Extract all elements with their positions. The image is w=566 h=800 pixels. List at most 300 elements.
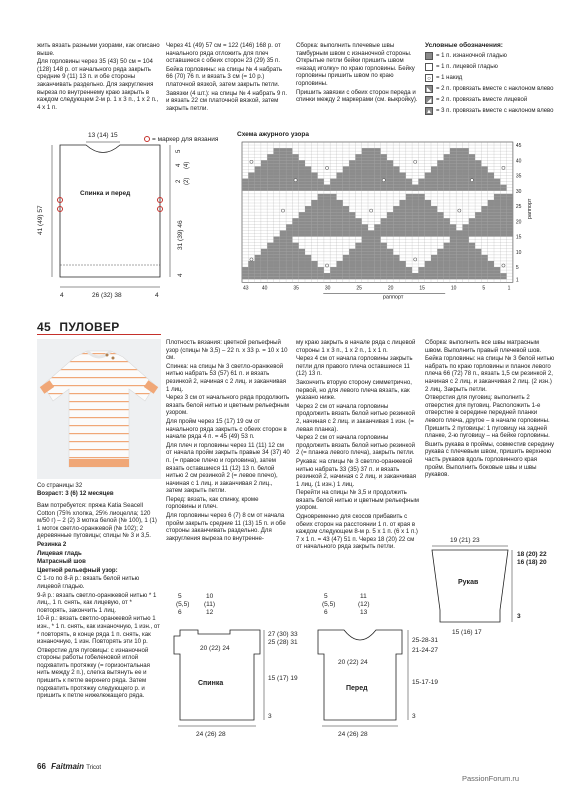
chart-cell — [475, 176, 481, 179]
chart-cell — [437, 264, 443, 267]
svg-text:11: 11 — [360, 593, 367, 600]
chart-cell — [450, 151, 456, 154]
chart-cell — [286, 258, 292, 261]
chart-cell — [488, 270, 494, 273]
chart-cell — [374, 273, 380, 276]
chart-cell — [387, 176, 393, 179]
chart-cell — [330, 221, 336, 224]
chart-cell — [418, 188, 424, 191]
decrease-right-icon: ◢ — [426, 98, 432, 104]
chart-cell — [311, 203, 317, 206]
chart-cell — [381, 276, 387, 279]
chart-cell — [406, 200, 412, 203]
chart-cell — [425, 273, 431, 276]
legend-title: Условные обозначения: — [425, 42, 503, 49]
chart-cell — [381, 221, 387, 224]
svg-text:3: 3 — [268, 713, 272, 720]
chart-cell — [393, 166, 399, 169]
chart-cell — [343, 166, 349, 169]
chart-cell — [349, 215, 355, 218]
svg-text:(11): (11) — [204, 601, 216, 608]
chart-cell — [362, 188, 368, 191]
yarn-over-icon — [325, 166, 328, 169]
chart-cell — [311, 218, 317, 221]
chart-cell — [456, 267, 462, 270]
chart-cell — [242, 188, 248, 191]
chart-cell — [286, 234, 292, 237]
chart-cell — [381, 273, 387, 276]
chart-cell — [494, 188, 500, 191]
chart-cell — [368, 160, 374, 163]
chart-cell — [318, 185, 324, 188]
svg-text:3: 3 — [412, 713, 416, 720]
chart-cell — [374, 169, 380, 172]
chart-cell — [305, 179, 311, 182]
chart-cell — [311, 188, 317, 191]
chart-cell — [400, 176, 406, 179]
chart-cell — [494, 212, 500, 215]
chart-cell — [318, 194, 324, 197]
chart-cell — [463, 240, 469, 243]
chart-cell — [500, 194, 506, 197]
chart-cell — [387, 258, 393, 261]
legend-item: = 1 п. изнаночной гладью — [425, 52, 560, 60]
chart-cell — [412, 185, 418, 188]
chart-cell — [368, 243, 374, 246]
chart-cell — [311, 227, 317, 230]
chart-cell — [261, 258, 267, 261]
chart-cell — [475, 221, 481, 224]
chart-cell — [450, 252, 456, 255]
chart-cell — [450, 230, 456, 233]
chart-cell — [418, 276, 424, 279]
svg-text:24 (26) 28: 24 (26) 28 — [196, 731, 226, 738]
chart-cell — [374, 261, 380, 264]
chart-cell — [381, 224, 387, 227]
chart-cell — [274, 188, 280, 191]
chart-cell — [393, 264, 399, 267]
chart-cell — [425, 206, 431, 209]
chart-cell — [305, 218, 311, 221]
chart-cell — [349, 255, 355, 258]
chart-cell — [481, 230, 487, 233]
svg-text:6: 6 — [324, 609, 328, 616]
chart-cell — [500, 224, 506, 227]
chart-cell — [274, 243, 280, 246]
chart-cell — [362, 176, 368, 179]
chart-cell — [381, 230, 387, 233]
chart-cell — [362, 173, 368, 176]
chart-cell — [393, 209, 399, 212]
chart-cell — [337, 224, 343, 227]
chart-cell — [456, 230, 462, 233]
chart-cell — [387, 188, 393, 191]
chart-cell — [431, 234, 437, 237]
chart-cell — [381, 246, 387, 249]
chart-cell — [481, 215, 487, 218]
chart-cell — [381, 160, 387, 163]
chart-cell — [305, 255, 311, 258]
chart-cell — [412, 234, 418, 237]
chart-cell — [507, 218, 513, 221]
chart-cell — [355, 154, 361, 157]
chart-cell — [418, 179, 424, 182]
chart-cell — [324, 230, 330, 233]
chart-cell — [425, 264, 431, 267]
chart-cell — [463, 252, 469, 255]
chart-cell — [488, 182, 494, 185]
chart-cell — [463, 227, 469, 230]
svg-text:15 (17) 19: 15 (17) 19 — [268, 675, 298, 682]
chart-cell — [286, 264, 292, 267]
chart-cell — [349, 221, 355, 224]
chart-cell — [248, 261, 254, 264]
chart-cell — [274, 273, 280, 276]
chart-cell — [311, 212, 317, 215]
yarn-over-icon — [414, 160, 417, 163]
chart-cell — [475, 273, 481, 276]
chart-cell — [242, 267, 248, 270]
chart-cell — [481, 188, 487, 191]
chart-cell — [494, 179, 500, 182]
chart-cell — [242, 185, 248, 188]
chart-cell — [406, 182, 412, 185]
chart-cell — [337, 173, 343, 176]
chart-cell — [463, 258, 469, 261]
chart-cell — [500, 234, 506, 237]
chart-cell — [330, 182, 336, 185]
chart-cell — [507, 197, 513, 200]
chart-cell — [450, 261, 456, 264]
chart-cell — [286, 148, 292, 151]
chart-cell — [381, 169, 387, 172]
chart-cell — [355, 188, 361, 191]
chart-cell — [292, 243, 298, 246]
chart-cell — [450, 169, 456, 172]
chart-cell — [463, 267, 469, 270]
chart-cell — [374, 188, 380, 191]
chart-cell — [469, 166, 475, 169]
chart-cell — [418, 270, 424, 273]
chart-cell — [507, 227, 513, 230]
chart-cell — [248, 176, 254, 179]
chart-cell — [463, 166, 469, 169]
chart-cell — [343, 234, 349, 237]
chart-cell — [463, 246, 469, 249]
chart-cell — [412, 212, 418, 215]
chart-cell — [475, 179, 481, 182]
chart-cell — [318, 197, 324, 200]
chart-cell — [412, 188, 418, 191]
chart-cell — [286, 163, 292, 166]
chart-cell — [337, 182, 343, 185]
chart-cell — [406, 194, 412, 197]
chart-cell — [418, 218, 424, 221]
chart-cell — [431, 227, 437, 230]
chart-cell — [381, 234, 387, 237]
chart-cell — [387, 276, 393, 279]
chart-cell — [286, 240, 292, 243]
chart-cell — [456, 273, 462, 276]
chart-cell — [406, 212, 412, 215]
chart-cell — [463, 276, 469, 279]
chart-cell — [507, 230, 513, 233]
chart-cell — [362, 169, 368, 172]
chart-cell — [469, 157, 475, 160]
chart-cell — [324, 212, 330, 215]
chart-cell — [500, 185, 506, 188]
chart-cell — [286, 246, 292, 249]
svg-text:(2): (2) — [184, 177, 190, 185]
svg-text:5: 5 — [324, 593, 328, 600]
chart-cell — [292, 218, 298, 221]
chart-cell — [456, 270, 462, 273]
chart-cell — [349, 185, 355, 188]
chart-cell — [280, 243, 286, 246]
chart-cell — [456, 276, 462, 279]
chart-cell — [248, 182, 254, 185]
chart-cell — [456, 185, 462, 188]
chart-cell — [425, 218, 431, 221]
chart-cell — [500, 200, 506, 203]
chart-cell — [355, 246, 361, 249]
section-number: 45 — [37, 320, 51, 334]
chart-cell — [488, 209, 494, 212]
chart-cell — [292, 270, 298, 273]
chart-cell — [337, 273, 343, 276]
chart-cell — [355, 267, 361, 270]
chart-cell — [311, 264, 317, 267]
chart-cell — [330, 224, 336, 227]
chart-cell — [418, 221, 424, 224]
chart-cell — [286, 230, 292, 233]
chart-cell — [437, 230, 443, 233]
chart-cell — [469, 264, 475, 267]
chart-cell — [387, 230, 393, 233]
chart-cell — [261, 185, 267, 188]
chart-cell — [286, 273, 292, 276]
chart-cell — [261, 255, 267, 258]
chart-cell — [292, 258, 298, 261]
chart-cell — [324, 276, 330, 279]
chart-cell — [330, 276, 336, 279]
chart-cell — [494, 267, 500, 270]
chart-cell — [292, 273, 298, 276]
chart-cell — [437, 258, 443, 261]
chart-cell — [488, 264, 494, 267]
chart-cell — [362, 234, 368, 237]
chart-cell — [463, 148, 469, 151]
chart-cell — [456, 160, 462, 163]
svg-text:18 (20) 22: 18 (20) 22 — [517, 551, 547, 558]
chart-cell — [362, 151, 368, 154]
chart-cell — [305, 267, 311, 270]
chart-cell — [469, 243, 475, 246]
chart-cell — [469, 221, 475, 224]
chart-cell — [437, 234, 443, 237]
chart-cell — [368, 240, 374, 243]
chart-cell — [343, 267, 349, 270]
chart-cell — [481, 270, 487, 273]
chart-cell — [299, 227, 305, 230]
chart-cell — [444, 185, 450, 188]
chart-cell — [494, 203, 500, 206]
chart-cell — [362, 273, 368, 276]
chart-cell — [437, 261, 443, 264]
svg-text:3: 3 — [517, 613, 521, 620]
chart-cell — [425, 176, 431, 179]
chart-cell — [286, 182, 292, 185]
chart-cell — [349, 179, 355, 182]
chart-cell — [494, 221, 500, 224]
chart-cell — [500, 227, 506, 230]
chart-cell — [381, 173, 387, 176]
chart-cell — [349, 212, 355, 215]
chart-cell — [274, 261, 280, 264]
chart-cell — [437, 188, 443, 191]
chart-cell — [456, 182, 462, 185]
chart-cell — [292, 267, 298, 270]
chart-cell — [488, 203, 494, 206]
chart-cell — [393, 276, 399, 279]
chart-cell — [368, 234, 374, 237]
chart-cell — [406, 197, 412, 200]
chart-cell — [280, 188, 286, 191]
chart-cell — [431, 182, 437, 185]
chart-cell — [337, 212, 343, 215]
chart-cell — [324, 203, 330, 206]
chart-cell — [450, 273, 456, 276]
chart-cell — [418, 203, 424, 206]
chart-cell — [274, 160, 280, 163]
chart-cell — [500, 203, 506, 206]
chart-cell — [381, 243, 387, 246]
chart-cell — [488, 224, 494, 227]
chart-cell — [425, 215, 431, 218]
chart-cell — [418, 185, 424, 188]
chart-cell — [431, 166, 437, 169]
chart-y-tick: 25 — [515, 204, 522, 211]
chart-cell — [425, 276, 431, 279]
chart-cell — [500, 206, 506, 209]
chart-cell — [431, 218, 437, 221]
chart-cell — [280, 166, 286, 169]
svg-text:5: 5 — [176, 149, 182, 153]
chart-cell — [368, 230, 374, 233]
chart-cell — [261, 270, 267, 273]
top-text-col2 — [166, 42, 289, 113]
chart-cell — [437, 270, 443, 273]
chart-cell — [248, 267, 254, 270]
svg-text:13: 13 — [360, 609, 368, 616]
chart-cell — [450, 267, 456, 270]
chart-cell — [242, 179, 248, 182]
chart-cell — [450, 188, 456, 191]
chart-cell — [469, 227, 475, 230]
chart-cell — [456, 264, 462, 267]
chart-cell — [267, 273, 273, 276]
chart-cell — [488, 267, 494, 270]
chart-cell — [349, 166, 355, 169]
chart-cell — [406, 234, 412, 237]
chart-cell — [412, 230, 418, 233]
svg-text:12: 12 — [206, 609, 214, 616]
chart-cell — [267, 270, 273, 273]
chart-cell — [286, 227, 292, 230]
chart-cell — [330, 179, 336, 182]
chart-cell — [280, 154, 286, 157]
chart-cell — [494, 234, 500, 237]
chart-cell — [299, 179, 305, 182]
chart-cell — [318, 188, 324, 191]
chart-x-tick: 5 — [482, 285, 486, 292]
middle-column-text: Плотность вязания: цветной рельефный узор (спицы № 3,5) – 22 п. x 33 р. = 10 x 10 см. Спинка: на спицы № 3 светло-оранжевой нитью набрать 53 (57) 61 п. и вязать резинкой 2, начиная с 2 лиц. и заканчивая 1 лиц. Через 3 см от начального ряда продолжить вязать белой нитью и цветным рельефным узором. Для пройм через 15 (17) 19 см от начального ряда закрыть с обеих сторон в начале ряда 4 п. = 45 (49) 53 п. Для плеч и горловины через 11 (11) 12 см от начала пройм закрыть правые 34 (37) 40 п. (= правое плечо и горловина), затем вязать оставшиеся 11 (12) 13 п. белой нитью 2 см резинкой 2 (= левое плечо), начиная с 1 лиц. и заканчивая 2 лиц., затем закрыть петли. Перед: вязать, как спинку, кроме горловины и плеч. Для горловины через 6 (7) 8 см от начала пройм закрыть средние 11 (13) 15 п. и обе стороны заканчивать раздельно. Для закругления выреза по внутренне- — [166, 339, 290, 542]
chart-cell — [324, 194, 330, 197]
pattern-outline — [60, 145, 160, 277]
text-paragraph: Сборка: выполнить плечевые швы тамбурным швом с изнаночной стороны. Открытые петли бейки пришить швом «назад иголку» по краю горловины. Бейку горловины пришить швом по краю горловины. — [296, 42, 415, 87]
chart-cell — [299, 176, 305, 179]
chart-cell — [381, 182, 387, 185]
chart-cell — [362, 258, 368, 261]
chart-cell — [292, 246, 298, 249]
chart-cell — [425, 188, 431, 191]
chart-cell — [494, 224, 500, 227]
svg-text:4: 4 — [176, 163, 182, 167]
chart-cell — [299, 173, 305, 176]
chart-cell — [267, 246, 273, 249]
chart-cell — [267, 264, 273, 267]
chart-cell — [437, 182, 443, 185]
chart-cell — [343, 169, 349, 172]
chart-cell — [444, 243, 450, 246]
chart-cell — [387, 273, 393, 276]
chart-cell — [343, 176, 349, 179]
chart-cell — [355, 255, 361, 258]
chart-cell — [292, 264, 298, 267]
chart-cell — [425, 227, 431, 230]
chart-cell — [267, 160, 273, 163]
chart-cell — [481, 234, 487, 237]
chart-cell — [274, 148, 280, 151]
chart-cell — [280, 261, 286, 264]
chart-cell — [463, 182, 469, 185]
legend-item: ◢ = 2 п. провязать вместе лицевой — [426, 97, 528, 104]
chart-cell — [488, 230, 494, 233]
chart-cell — [343, 221, 349, 224]
sleeve-label: Рукав — [458, 579, 479, 586]
chart-cell — [292, 234, 298, 237]
chart-cell — [437, 255, 443, 258]
chart-cell — [400, 209, 406, 212]
chart-y-tick: 45 — [515, 143, 522, 150]
chart-cell — [431, 258, 437, 261]
chart-cell — [463, 273, 469, 276]
chart-cell — [444, 188, 450, 191]
chart-cell — [280, 276, 286, 279]
chart-cell — [400, 218, 406, 221]
chart-cell — [431, 221, 437, 224]
chart-cell — [412, 215, 418, 218]
chart-cell — [324, 218, 330, 221]
chart-cell — [507, 209, 513, 212]
text-paragraph: Через 41 (49) 57 см = 122 (146) 168 р. от начального ряда отложить для плеч оставшиеся с обеих сторон 23 (29) 35 п. — [166, 42, 281, 65]
chart-cell — [494, 273, 500, 276]
chart-cell — [305, 221, 311, 224]
chart-cell — [475, 234, 481, 237]
chart-cell — [469, 154, 475, 157]
chart-cell — [412, 203, 418, 206]
rapport-vertical: раппорт — [526, 198, 533, 220]
